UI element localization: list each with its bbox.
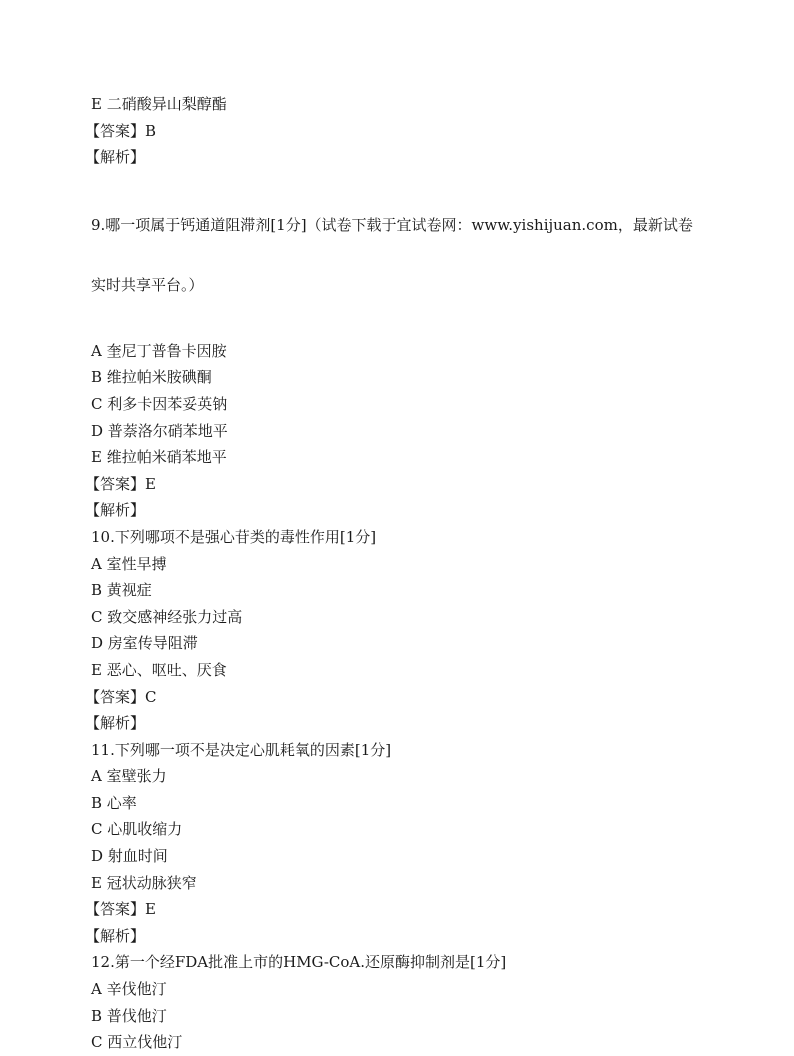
analysis-line: 【解析】: [85, 714, 146, 733]
option-c: C 利多卡因苯妥英钠: [91, 394, 228, 413]
document-content: [85, 91, 711, 1056]
question-10-title: 10.下列哪项不是强心苷类的毒性作用[1分]: [91, 527, 377, 546]
option-e: E 二硝酸异山梨醇酯: [91, 95, 227, 113]
option-c: C 致交感神经张力过高: [91, 607, 243, 626]
option-c: C 心肌收缩力: [91, 820, 183, 839]
option-d: D 房室传导阻滞: [91, 634, 198, 653]
answer-line: 【答案】C: [85, 687, 157, 706]
answer-line: 【答案】E: [85, 900, 156, 919]
answer-line: 【答案】E: [85, 474, 156, 493]
option-a: A 辛伐他汀: [91, 980, 167, 999]
option-b: B 黄视症: [91, 581, 152, 600]
analysis-line: 【解析】: [85, 148, 146, 167]
option-d: D 射血时间: [91, 847, 168, 866]
question-11-title: 11.下列哪一项不是决定心肌耗氧的因素[1分]: [91, 740, 392, 759]
analysis-line: 【解析】: [85, 926, 146, 945]
option-d: D 普萘洛尔硝苯地平: [91, 421, 228, 440]
option-a: A 室性早搏: [91, 554, 167, 573]
option-b: B 普伐他汀: [91, 1006, 167, 1025]
answer-line: 【答案】B: [85, 121, 157, 140]
option-e: E 冠状动脉狭窄: [91, 873, 197, 892]
analysis-line: 【解析】: [85, 501, 146, 520]
option-c: C 西立伐他汀: [91, 1033, 183, 1052]
option-a: A 奎尼丁普鲁卡因胺: [91, 341, 227, 360]
option-a: A 室壁张力: [91, 767, 167, 786]
question-12-title: 12.第一个经FDA批准上市的HMG-CoA.还原酶抑制剂是[1分]: [91, 953, 507, 972]
option-e: E 恶心、呕吐、厌食: [91, 660, 227, 679]
option-e: E 维拉帕米硝苯地平: [91, 448, 227, 467]
question-9-title: [91, 175, 711, 335]
question-9-line-2: 实时共享平台。）: [91, 275, 204, 294]
option-b: B 心率: [91, 793, 137, 812]
option-b: B 维拉帕米胺碘酮: [91, 368, 212, 387]
question-9-line-1: 9.哪一项属于钙通道阻滞剂[1分]（试卷下载于宜试卷网：www.yishijuan.com，最新试卷: [91, 215, 693, 234]
